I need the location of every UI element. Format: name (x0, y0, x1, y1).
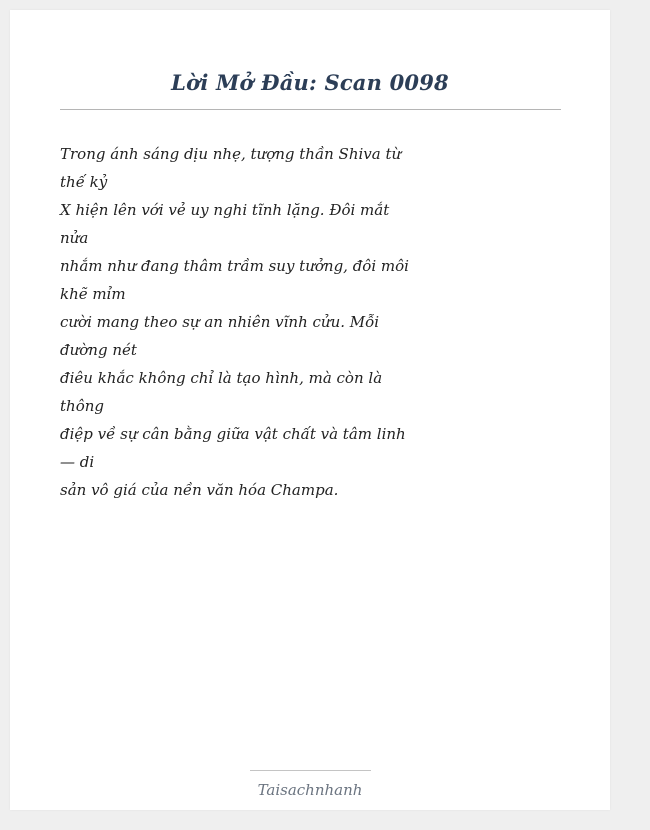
body-line: nửa (60, 229, 89, 247)
body-line: thế kỷ (60, 173, 108, 191)
body-line: — di (60, 453, 95, 471)
body-line: nhắm như đang thâm trầm suy tưởng, đôi môi (60, 257, 409, 275)
title-divider (60, 109, 561, 110)
footer-brand: Taisachnhanh (257, 781, 363, 799)
body-line: đường nét (60, 341, 137, 359)
body-line: thông (60, 397, 104, 415)
body-line: Trong ánh sáng dịu nhẹ, tượng thần Shiva từ (60, 145, 402, 163)
body-line: cười mang theo sự an nhiên vĩnh cửu. Mỗi (60, 313, 380, 331)
page-title: Lời Mở Đầu: Scan 0098 (171, 70, 449, 95)
footer-divider (250, 770, 371, 771)
body-line: điệp về sự cân bằng giữa vật chất và tâm linh (60, 425, 406, 443)
document-page (10, 10, 610, 810)
body-text (60, 140, 409, 504)
body-line: X hiện lên với vẻ uy nghi tĩnh lặng. Đôi mắt (60, 201, 390, 219)
body-line: điêu khắc không chỉ là tạo hình, mà còn là (60, 369, 383, 387)
body-line: sản vô giá của nền văn hóa Champa. (60, 481, 339, 499)
body-line: khẽ mỉm (60, 285, 126, 303)
